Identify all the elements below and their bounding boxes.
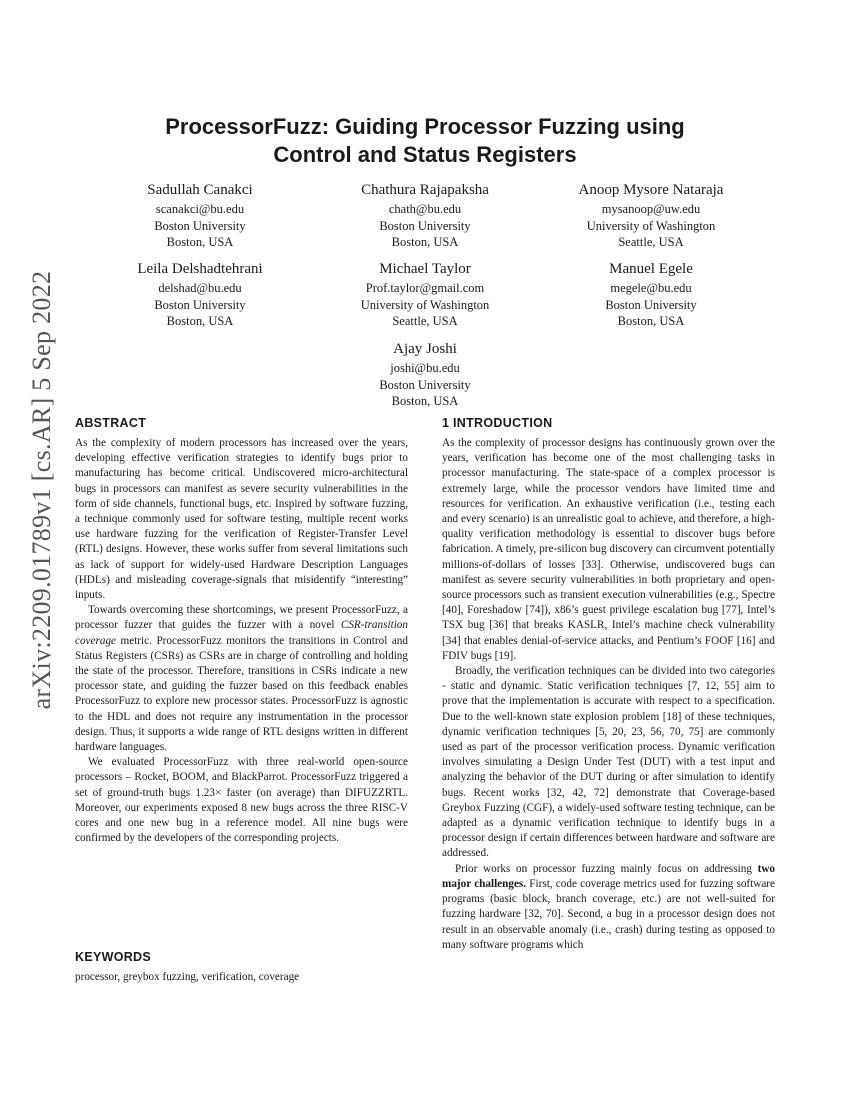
author-location: Boston, USA: [617, 314, 685, 328]
author-email: mysanoop@uw.edu: [601, 202, 701, 216]
author-name: Leila Delshadtehrani: [137, 261, 263, 277]
author-location: Seattle, USA: [618, 235, 684, 249]
author-email: Prof.taylor@gmail.com: [365, 281, 485, 295]
author-affiliation: Boston University: [154, 297, 246, 312]
abstract-text: metric. ProcessorFuzz monitors the transitions in Control and Status Registers (CSRs) as CSRs are in charge of controlling and holding the state of the processor. Therefore, transitions in CSRs indicate a new processor state, and guiding the fuzzer based on this feedback enables ProcessorFuzz to explore new processor states. ProcessorFuzz is agnostic to the HDL and does not require any instrumentation in the processor design. Thus, it supports a wide range of RTL designs written in different hardware languages.: [75, 634, 408, 754]
author-name: Manuel Egele: [609, 261, 693, 277]
author-email: megele@bu.edu: [610, 281, 692, 295]
author-location: Boston, USA: [166, 235, 234, 249]
author-location: Seattle, USA: [392, 314, 458, 328]
author-email: joshi@bu.edu: [390, 361, 460, 375]
paper-title: [75, 113, 775, 169]
author-block: [310, 339, 540, 410]
author-name: Michael Taylor: [379, 261, 471, 277]
author-name: Anoop Mysore Nataraja: [578, 182, 724, 198]
author-block: [310, 259, 540, 330]
author-location: Boston, USA: [166, 314, 234, 328]
author-affiliation: Boston University: [154, 218, 246, 233]
author-block: [310, 180, 540, 251]
author-block: [85, 180, 315, 251]
author-affiliation: University of Washington: [360, 297, 490, 312]
author-email: delshad@bu.edu: [158, 281, 242, 295]
author-location: Boston, USA: [391, 394, 459, 408]
abstract-paragraph: We evaluated ProcessorFuzz with three real-world open-source processors – Rocket, BOOM, and BlackParrot. ProcessorFuzz triggered a set of ground-truth bugs 1.23× faster (on average) than DIFUZZRTL. Moreover, our experiments exposed 8 new bugs across the three RISC-V cores and one new bug in a reference model. All nine bugs were confirmed by the developers of the corresponding projects.: [75, 756, 408, 845]
author-location: Boston, USA: [391, 235, 459, 249]
author-block: [536, 180, 766, 251]
author-affiliation: University of Washington: [586, 218, 716, 233]
intro-strong: two major challenges.: [442, 862, 775, 890]
abstract-paragraph: As the complexity of modern processors has increased over the years, developing effective verification strategies to identify bugs prior to manufacturing has become critical. Undiscovered micro-architectural bugs in processors can manifest as severe security vulnerabilities in the form of side channels, functional bugs, etc. Inspired by software fuzzing, a technique commonly used for software testing, multiple recent works use hardware fuzzing for the verification of Register-Transfer Level (RTL) designs. However, these works suffer from several limitations such as lack of support for widely-used Hardware Description Languages (HDLs) and misleading coverage-signals that misidentify “interesting” inputs.: [75, 437, 408, 602]
abstract-body: [75, 436, 408, 846]
author-affiliation: Boston University: [379, 377, 471, 392]
arxiv-sidebar: [22, 270, 62, 710]
intro-text: First, code coverage metrics used for fuzzing software programs (basic block, branch coverage, etc.) are not well-suited for fuzzing hardware [32, 70]. Second, a bug in a processor design does not result in an observable anomaly (i.e., crash) during testing as opposed to many software programs which: [442, 877, 775, 951]
abstract-heading: ABSTRACT: [75, 416, 147, 430]
author-name: Sadullah Canakci: [147, 182, 253, 198]
keywords-heading: KEYWORDS: [75, 950, 152, 964]
author-block: [536, 259, 766, 330]
title-line-2: Control and Status Registers: [273, 142, 577, 167]
abstract-text: Towards overcoming these shortcomings, we present ProcessorFuzz, a processor fuzzer that guides the fuzzer with a novel: [75, 604, 408, 632]
intro-text: Prior works on processor fuzzing mainly focus on addressing: [455, 862, 758, 875]
intro-paragraph: As the complexity of processor designs has continuously grown over the years, verification has become one of the most challenging tasks in processor manufacturing. The state-space of a complex processor is extremely large, while the processor vendors have limited time and resources for verification. An exhaustive verification (i.e., testing each and every scenario) is an unrealistic goal to achieve, and therefore, a high-quality verification methodology is essential to discover bugs before fabrication. A timely, pre-silicon bug discovery can circumvent potentially millions-of-dollars of losses [33]. Otherwise, undiscovered bugs can manifest as severe security vulnerabilities in both proprietary and open-source processors such as transient execution vulnerabilities (e.g., Spectre [40], Foreshadow [74]), x86’s guest privilege escalation bug [77], Intel’s TSX bug [36] that breaks KASLR, Intel’s machine check vulnerability [34] that enables denial-of-service attacks, and Pentium’s FOOF [16] and FDIV bugs [19].: [442, 437, 775, 662]
author-name: Chathura Rajapaksha: [361, 182, 489, 198]
abstract-paragraph: [75, 603, 408, 755]
abstract-emphasis: CSR-transition coverage: [75, 619, 408, 647]
author-block: [85, 259, 315, 330]
title-line-1: ProcessorFuzz: Guiding Processor Fuzzing using: [165, 114, 685, 139]
keywords-text: processor, greybox fuzzing, verification, coverage: [75, 971, 300, 983]
introduction-body: [442, 436, 775, 953]
author-affiliation: Boston University: [379, 218, 471, 233]
intro-paragraph: Broadly, the verification techniques can be divided into two categories - static and dynamic. Static verification techniques [7, 12, 55] aim to prove that the implementation is accurate with respect to a specification. Due to the well-known state explosion problem [18] of these techniques, dynamic verification techniques [5, 20, 23, 56, 70, 75] are commonly used as part of the processor verification process. Dynamic verification involves simulating a Design Under Test (DUT) with a test input and analyzing the behavior of the DUT during or after simulation to identify bugs. Recent works [32, 42, 72] demonstrate that Coverage-based Greybox Fuzzing (CGF), a widely-used software testing technique, can be adapted as a dynamic verification technique to identify bugs in a processor design if certain differences between hardware and software are addressed.: [442, 665, 775, 860]
introduction-heading: 1 INTRODUCTION: [442, 416, 553, 430]
intro-paragraph: [442, 862, 775, 953]
author-name: Ajay Joshi: [393, 341, 457, 357]
author-affiliation: Boston University: [605, 297, 697, 312]
author-email: scanakci@bu.edu: [155, 202, 245, 216]
arxiv-identifier: arXiv:2209.01789v1 [cs.AR] 5 Sep 2022: [27, 270, 56, 710]
author-email: chath@bu.edu: [388, 202, 462, 216]
